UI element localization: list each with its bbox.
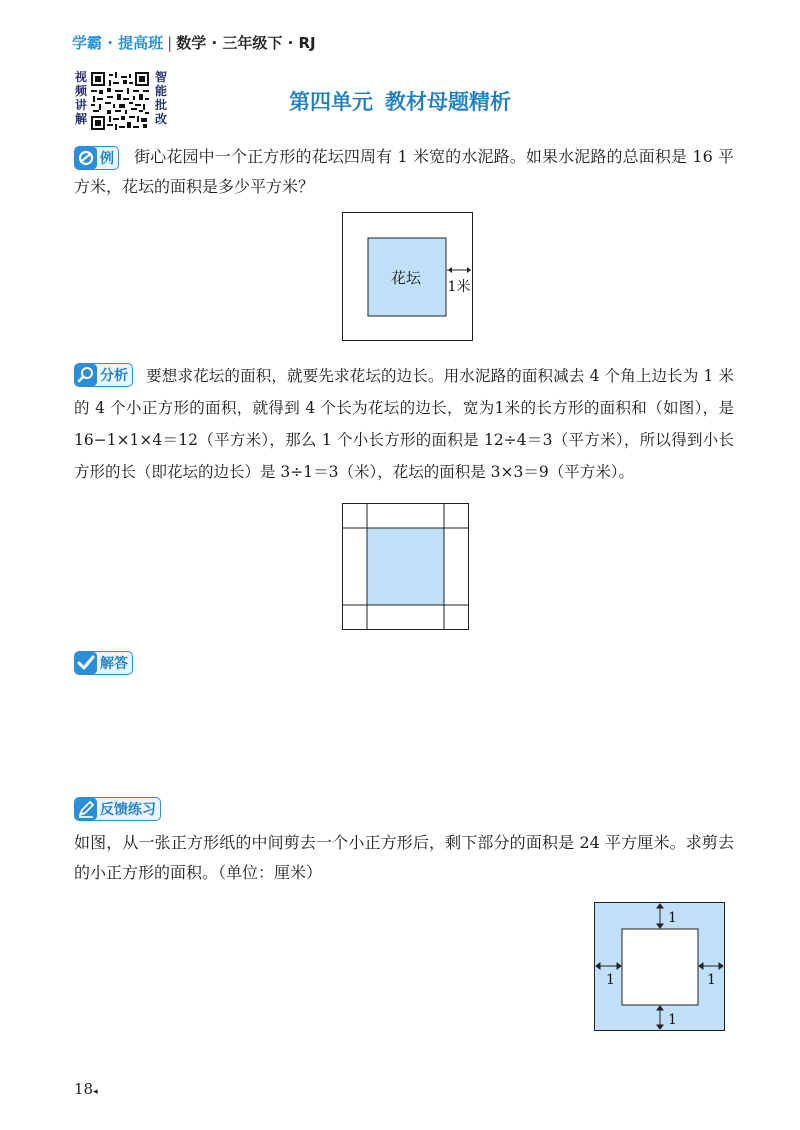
feedback-tag-label: 反馈练习 (100, 802, 156, 818)
solution-tag (74, 651, 133, 678)
analysis-text (74, 360, 734, 488)
pencil-icon (75, 798, 97, 820)
qr-left-char: 视 (74, 70, 87, 84)
header-separator: | (167, 34, 173, 52)
bottom-width-label: 1 (668, 1012, 677, 1028)
right-width-label: 1 (707, 972, 716, 988)
cut-square-figure (594, 902, 726, 1032)
page-number (74, 1080, 98, 1098)
qr-left-char: 讲 (74, 98, 87, 112)
solution-tag-label: 解答 (100, 656, 128, 672)
feedback-question-text: 如图，从一张正方形纸的中间剪去一个小正方形后，剩下部分的面积是 24 平方厘米。求剪去的小正方形的面积。（单位：厘米） (74, 833, 734, 882)
left-width-label: 1 (606, 972, 615, 988)
brand-name: 学霸 · 提高班 (72, 34, 164, 52)
checkmark-icon (75, 652, 97, 674)
qr-left-char: 解 (74, 112, 87, 126)
running-header (72, 32, 316, 53)
unit-title (0, 86, 800, 116)
example-tag-label: 例 (100, 151, 114, 167)
unit-number: 第四单元 (289, 90, 373, 114)
width-label: 1米 (447, 279, 471, 295)
qr-right-char: 能 (154, 84, 167, 98)
feedback-tag (74, 797, 161, 824)
example-question-text: 街心花园中一个正方形的花坛四周有 1 米宽的水泥路。如果水泥路的总面积是 16 平方米，花坛的面积是多少平方米？ (74, 147, 734, 196)
qr-left-char: 频 (74, 84, 87, 98)
qr-right-char: 改 (154, 112, 167, 126)
decomposition-figure (342, 503, 470, 631)
cut-out-square (622, 929, 698, 1005)
subject-grade: 数学 · 三年级下 · RJ (176, 34, 316, 52)
unit-name: 教材母题精析 (385, 90, 511, 114)
top-width-label: 1 (668, 910, 677, 926)
flowerbed-figure (342, 212, 474, 342)
flowerbed-label: 花坛 (390, 269, 422, 287)
page-number-value: 18 (74, 1080, 94, 1098)
inner-square (367, 528, 444, 605)
example-question (74, 142, 734, 202)
page-marker-icon: ◂ (93, 1087, 98, 1097)
analysis-tag-label: 分析 (100, 368, 128, 384)
feedback-question (74, 828, 734, 888)
qr-right-char: 批 (154, 98, 167, 112)
qr-right-char: 智 (154, 70, 167, 84)
analysis-body: 要想求花坛的面积，就要先求花坛的边长。用水泥路的面积减去 4 个角上边长为 1 米的 4 个小正方形的面积，就得到 4 个长为花坛的边长，宽为1米的长方形的面积和（如图），是 16−1×1×4＝12（平方米），那么 1 个小长方形的面积是 12÷4＝3（平方米），所以得到小长方形的长（即花坛的边长）是 3÷1＝3（米），花坛的面积是 3×3＝9（平方米）。 (74, 367, 734, 481)
